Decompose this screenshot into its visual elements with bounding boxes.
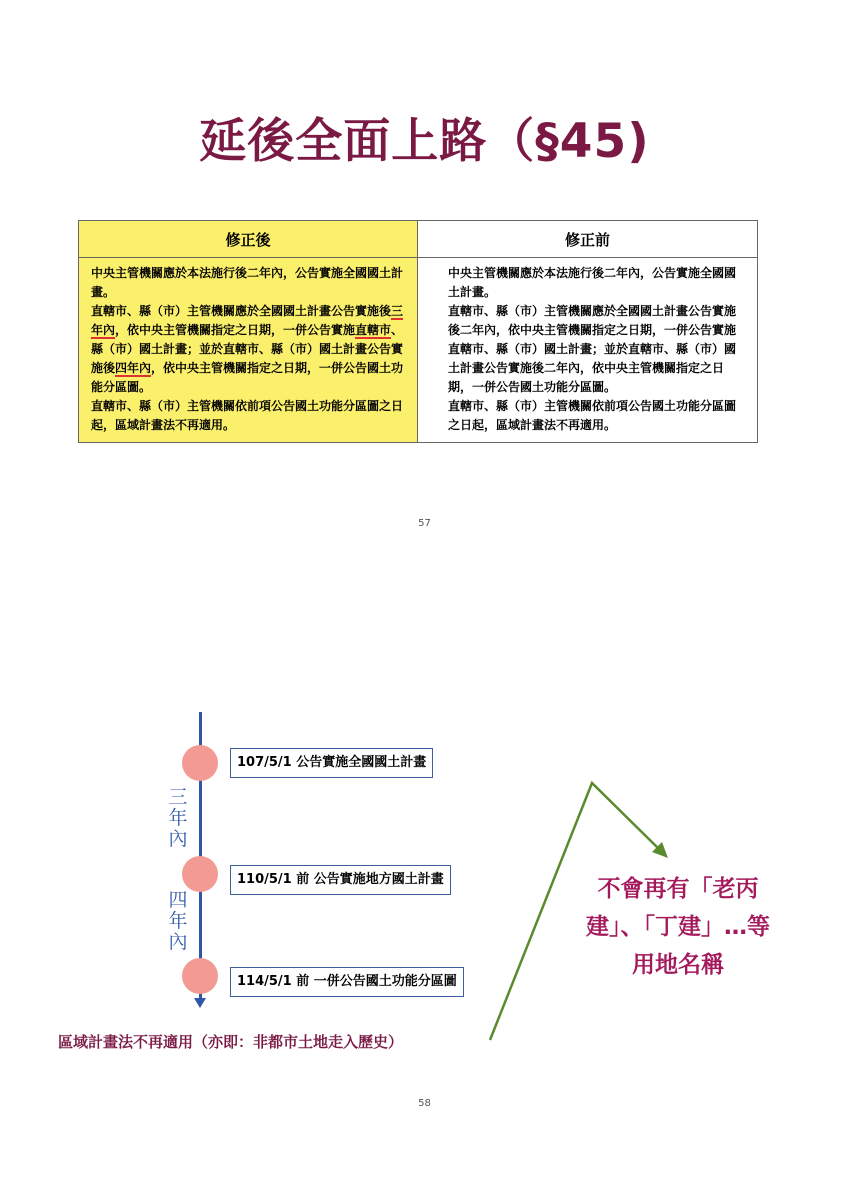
- text-segment: 直轄市、縣（市）主管機關應於全國國土計畫公告實施後: [91, 304, 392, 318]
- event-box-1: 107/5/1 公告實施全國國土計畫: [230, 748, 433, 778]
- text-segment: 中央主管機關應於本法施行後二年內，公告實施全國國土計畫。: [91, 266, 404, 299]
- underlined-text: 三年內: [91, 304, 404, 337]
- event-box-3: 114/5/1 前 一併公告國土功能分區圖: [230, 967, 464, 997]
- page-number: 58: [418, 1098, 431, 1109]
- text-segment: 直轄市、縣（市）主管機關依前項公告國土功能分區圖之日起，區域計畫法不再適用。: [91, 399, 404, 432]
- before-para-3: 直轄市、縣（市）主管機關依前項公告國土功能分區圖之日起，區域計畫法不再適用。: [448, 399, 737, 432]
- before-para-1: 中央主管機關應於本法施行後二年內，公告實施全國國土計畫。: [448, 266, 737, 299]
- header-before: 修正前: [418, 221, 758, 258]
- page-number: 57: [418, 518, 431, 529]
- underlined-text: 四年內: [115, 361, 152, 375]
- before-para-2: 直轄市、縣（市）主管機關應於全國國土計畫公告實施後二年內，依中央主管機關指定之日期，一併公告實施直轄市、縣（市）國土計畫；並於直轄市、縣（市）國土計畫公告實施後二年內，依中央主管機關指定之日期，一併公告國土功能分區圖。: [448, 304, 737, 394]
- interval-label-1: 三年內: [168, 786, 188, 850]
- text-segment: 、縣（市）國土計畫；並於直轄市、縣（市）國土計畫公告實施後: [91, 323, 404, 375]
- final-statement: 區域計畫法不再適用（亦即：非都市土地走入歷史）: [58, 1033, 404, 1051]
- event-box-2: 110/5/1 前 公告實施地方國土計畫: [230, 865, 451, 895]
- note-line-3: 用地名稱: [632, 952, 724, 978]
- page-title: 延後全面上路（§45): [199, 114, 650, 169]
- interval-label-2: 四年內: [168, 889, 188, 953]
- note-text: [552, 870, 804, 984]
- text-segment: ，依中央主管機關指定之日期，一併公告實施: [115, 323, 356, 337]
- underlined-text: 直轄市: [355, 323, 392, 337]
- text-segment: ，依中央主管機關指定之日期，一併公告國土功能分區圖。: [91, 361, 404, 394]
- header-after: 修正後: [79, 221, 418, 258]
- note-line-2: 建」、「丁建」…等: [586, 914, 770, 940]
- note-line-1: 不會再有「老丙: [597, 876, 759, 902]
